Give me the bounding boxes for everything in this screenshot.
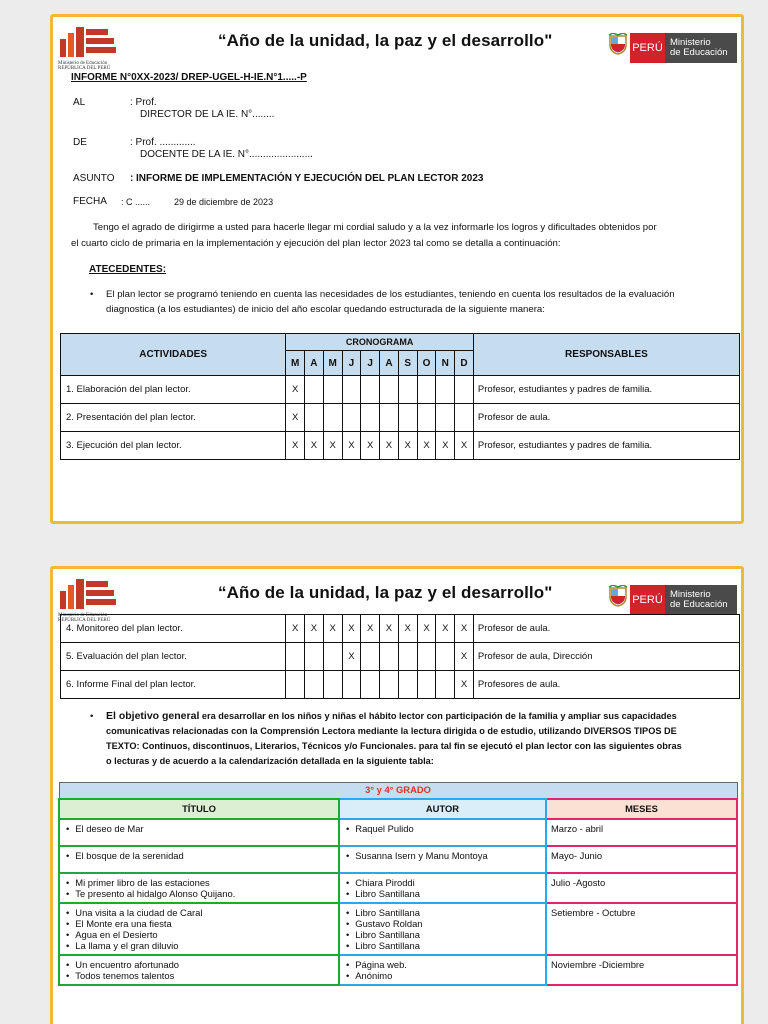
list-item: • Raquel Pulido (344, 823, 541, 834)
month-header: J (342, 351, 361, 376)
month-header: A (380, 351, 399, 376)
antecedents-bullet: • (90, 289, 94, 300)
to-label: AL (73, 97, 86, 108)
month-mark-cell: X (455, 643, 474, 671)
month-mark-cell: X (417, 615, 436, 643)
list-item: • El bosque de la serenidad (64, 850, 334, 861)
month-mark-cell: X (361, 432, 380, 460)
objective-line-3: TEXTO: Continuos, discontinuos, Literarios, Técnicos y/o Funcionales. para tal fin se ejecutó el plan lector con las siguientes obras (106, 741, 682, 751)
month-mark-cell (361, 376, 380, 404)
month-mark-cell: X (361, 615, 380, 643)
month-mark-cell (455, 376, 474, 404)
date-value: 29 de diciembre de 2023 (174, 197, 274, 207)
month-mark-cell (455, 404, 474, 432)
schedule-row (61, 404, 740, 432)
activity-cell: 4. Monitoreo del plan lector. (61, 615, 286, 643)
month-mark-cell (323, 643, 342, 671)
responsible-cell: Profesores de aula. (473, 671, 739, 699)
author-cell (339, 903, 546, 955)
peru-shield-icon (608, 585, 628, 607)
months-cell: Julio -Agosto (546, 873, 737, 903)
month-mark-cell (380, 671, 399, 699)
month-mark-cell: X (342, 643, 361, 671)
responsible-cell: Profesor, estudiantes y padres de familia. (473, 376, 739, 404)
month-mark-cell: X (323, 432, 342, 460)
month-mark-cell (417, 404, 436, 432)
activity-cell: 3. Ejecución del plan lector. (61, 432, 286, 460)
month-mark-cell: X (342, 432, 361, 460)
antecedents-line-1: El plan lector se programó teniendo en cuenta las necesidades de los estudiantes, teniendo en cuenta los resultados de la evaluación (106, 289, 675, 300)
list-item: • El Monte era una fiesta (64, 918, 334, 929)
month-mark-cell: X (417, 432, 436, 460)
activity-cell: 5. Evaluación del plan lector. (61, 643, 286, 671)
month-mark-cell: X (286, 376, 305, 404)
activity-cell: 1. Elaboración del plan lector. (61, 376, 286, 404)
peru-shield-icon (608, 33, 628, 55)
months-cell: Setiembre - Octubre (546, 903, 737, 955)
responsible-cell: Profesor de aula. (473, 404, 739, 432)
month-mark-cell: X (455, 671, 474, 699)
month-header: O (417, 351, 436, 376)
month-mark-cell (305, 643, 324, 671)
list-item: • Libro Santillana (344, 907, 541, 918)
schedule-row (61, 671, 740, 699)
activities-header: ACTIVIDADES (61, 334, 286, 376)
grade-header: 3° y 4° GRADO (59, 783, 737, 799)
month-mark-cell (305, 376, 324, 404)
peru-ministry-badge: PERÚ Ministerio de Educación (630, 585, 737, 615)
list-item: • Todos tenemos talentos (64, 970, 334, 981)
list-item: • Te presento al hidalgo Alonso Quijano. (64, 888, 334, 899)
month-header: A (305, 351, 324, 376)
month-mark-cell: X (436, 615, 455, 643)
page-title: “Año de la unidad, la paz y el desarrollo" (218, 31, 553, 50)
date-label: FECHA (73, 196, 107, 207)
months-column-header: MESES (546, 799, 737, 819)
list-item: • Anónimo (344, 970, 541, 981)
from-line-2: DOCENTE DE LA IE. N°....................... (140, 149, 313, 160)
schedule-row (61, 376, 740, 404)
schedule-table (60, 333, 740, 460)
reading-row (59, 819, 737, 846)
list-item: • Susanna Isern y Manu Montoya (344, 850, 541, 861)
responsible-cell: Profesor, estudiantes y padres de familia. (473, 432, 739, 460)
month-header: D (455, 351, 474, 376)
month-mark-cell (323, 404, 342, 432)
list-item: • Una visita a la ciudad de Caral (64, 907, 334, 918)
page-title: “Año de la unidad, la paz y el desarrollo" (218, 583, 553, 602)
author-cell (339, 819, 546, 846)
antecedents-line-2: diagnostica (a los estudiantes) de inicio del año escolar quedando estructurada de la siguiente manera: (106, 304, 545, 315)
date-code: : C ...... (121, 197, 151, 207)
month-mark-cell (398, 671, 417, 699)
responsible-cell: Profesor de aula. (473, 615, 739, 643)
title-column-header: TÍTULO (59, 799, 339, 819)
reading-row (59, 903, 737, 955)
list-item: • Mi primer libro de las estaciones (64, 877, 334, 888)
title-cell (59, 819, 339, 846)
document-page-2 (50, 566, 744, 1024)
cronograma-header: CRONOGRAMA (286, 334, 474, 351)
month-mark-cell (361, 671, 380, 699)
reading-plan-table (58, 782, 738, 986)
month-mark-cell (361, 404, 380, 432)
schedule-table-continued (60, 614, 740, 699)
month-mark-cell (323, 671, 342, 699)
to-line-2: DIRECTOR DE LA IE. N°........ (140, 109, 275, 120)
months-cell: Noviembre -Diciembre (546, 955, 737, 985)
month-mark-cell: X (398, 615, 417, 643)
title-cell (59, 846, 339, 873)
intro-line-1: Tengo el agrado de dirigirme a usted para hacerle llegar mi cordial saludo y a la vez informarle los logros y dificultades obtenidos por (93, 222, 657, 233)
month-mark-cell (286, 671, 305, 699)
month-mark-cell (380, 643, 399, 671)
list-item: • El deseo de Mar (64, 823, 334, 834)
list-item: • Libro Santillana (344, 929, 541, 940)
month-mark-cell (436, 376, 455, 404)
page-header (53, 17, 741, 73)
reading-row (59, 846, 737, 873)
title-cell (59, 873, 339, 903)
month-mark-cell (286, 643, 305, 671)
month-mark-cell: X (398, 432, 417, 460)
month-mark-cell (398, 643, 417, 671)
minedu-logo: Ministerio de Educación REPÚBLICA DEL PERÚ (58, 25, 120, 69)
month-mark-cell (342, 376, 361, 404)
minedu-logo: Ministerio de Educación REPÚBLICA DEL PERÚ (58, 577, 120, 621)
list-item: • Gustavo Roldan (344, 918, 541, 929)
month-mark-cell (342, 671, 361, 699)
title-cell (59, 955, 339, 985)
antecedents-title: ATECEDENTES: (89, 264, 167, 275)
schedule-row (61, 615, 740, 643)
month-header: M (286, 351, 305, 376)
title-cell (59, 903, 339, 955)
intro-line-2: el cuarto ciclo de primaria en la implementación y ejecución del plan lector 2023 tal como se detalla a continuación: (71, 238, 561, 249)
list-item: • Un encuentro afortunado (64, 959, 334, 970)
month-mark-cell (436, 671, 455, 699)
month-header: S (398, 351, 417, 376)
responsables-header: RESPONSABLES (473, 334, 739, 376)
objective-bullet: • (90, 711, 94, 722)
month-mark-cell (417, 671, 436, 699)
month-mark-cell: X (342, 615, 361, 643)
months-cell: Mayo- Junio (546, 846, 737, 873)
month-mark-cell: X (323, 615, 342, 643)
month-mark-cell (380, 404, 399, 432)
list-item: • Libro Santillana (344, 940, 541, 951)
month-mark-cell (436, 404, 455, 432)
month-mark-cell: X (380, 432, 399, 460)
activity-cell: 2. Presentación del plan lector. (61, 404, 286, 432)
list-item: • Página web. (344, 959, 541, 970)
month-mark-cell: X (455, 432, 474, 460)
month-mark-cell: X (305, 615, 324, 643)
month-mark-cell: X (436, 432, 455, 460)
list-item: • Libro Santillana (344, 888, 541, 899)
month-mark-cell (380, 376, 399, 404)
author-cell (339, 846, 546, 873)
reading-row (59, 955, 737, 985)
month-mark-cell (417, 643, 436, 671)
month-mark-cell: X (286, 432, 305, 460)
objective-line-4: o lecturas y de acuerdo a la calendarización detallada en la siguiente tabla: (106, 756, 434, 766)
month-mark-cell: X (286, 615, 305, 643)
month-mark-cell (417, 376, 436, 404)
month-header: M (323, 351, 342, 376)
subject-text: INFORME DE IMPLEMENTACIÓN Y EJECUCIÓN DEL PLAN LECTOR 2023 (136, 173, 484, 184)
month-mark-cell (436, 643, 455, 671)
month-mark-cell: X (286, 404, 305, 432)
month-header: N (436, 351, 455, 376)
list-item: • Chiara Piroddi (344, 877, 541, 888)
schedule-row (61, 432, 740, 460)
list-item: • Agua en el Desierto (64, 929, 334, 940)
month-mark-cell (398, 404, 417, 432)
month-mark-cell (305, 404, 324, 432)
list-item: • La llama y el gran diluvio (64, 940, 334, 951)
objective-line-2: comunicativas relacionadas con la Comprensión Lectora mediante la lectura dirigida o de estudio, utilizando DIVERSOS TIPOS DE (106, 726, 677, 736)
from-label: DE (73, 137, 87, 148)
reading-row (59, 873, 737, 903)
month-mark-cell: X (305, 432, 324, 460)
month-mark-cell (342, 404, 361, 432)
month-mark-cell: X (380, 615, 399, 643)
month-mark-cell (398, 376, 417, 404)
author-cell (339, 873, 546, 903)
schedule-row (61, 643, 740, 671)
to-line-1: : Prof. (130, 97, 157, 108)
month-mark-cell: X (455, 615, 474, 643)
subject-label: ASUNTO (73, 173, 115, 184)
activity-cell: 6. Informe Final del plan lector. (61, 671, 286, 699)
from-line-1: : Prof. ............. (130, 137, 196, 148)
subject-sep: : (130, 173, 134, 184)
author-column-header: AUTOR (339, 799, 546, 819)
month-header: J (361, 351, 380, 376)
month-mark-cell (305, 671, 324, 699)
month-mark-cell (323, 376, 342, 404)
peru-ministry-badge: PERÚ Ministerio de Educación (630, 33, 737, 63)
month-mark-cell (361, 643, 380, 671)
responsible-cell: Profesor de aula, Dirección (473, 643, 739, 671)
author-cell (339, 955, 546, 985)
months-cell: Marzo - abril (546, 819, 737, 846)
report-number: INFORME N°0XX-2023/ DREP-UGEL-H-IE.N°1.....-P (71, 72, 307, 83)
document-page-1 (50, 14, 744, 524)
objective-line-1: El objetivo general era desarrollar en los niños y niñas el hábito lector con participación de la familia y ampliar sus capacidades (106, 710, 677, 722)
